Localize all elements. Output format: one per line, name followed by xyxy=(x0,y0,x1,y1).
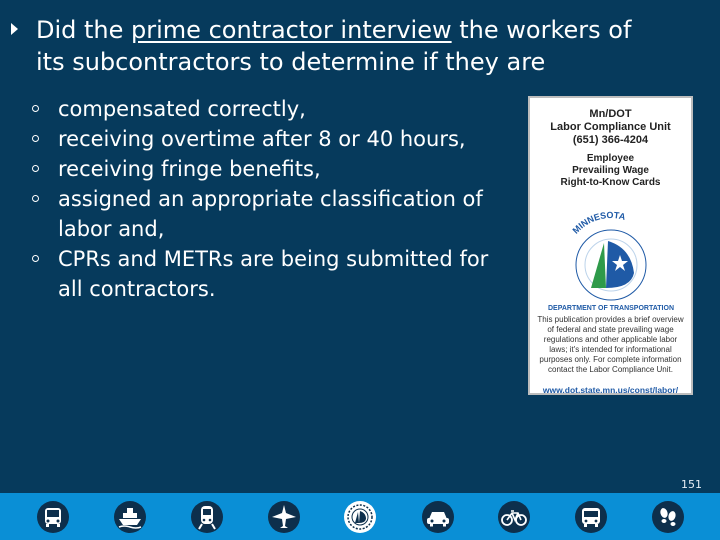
card-header-line2: Labor Compliance Unit xyxy=(550,121,671,133)
main-bullet-text-part2: the workers of xyxy=(451,16,632,44)
main-bullet-text-line2: its subcontractors to determine if they are xyxy=(36,48,546,76)
circle-bullet-icon xyxy=(30,124,58,154)
list-item-text: receiving fringe benefits, xyxy=(58,157,321,181)
card-header xyxy=(530,108,691,147)
page-number: 151 xyxy=(681,478,702,491)
mndot-logo xyxy=(536,193,686,313)
transport-icon-bar xyxy=(0,493,720,540)
mndot-logo-icon xyxy=(343,500,377,534)
card-title-line3: Right-to-Know Cards xyxy=(560,177,661,188)
list-item-text: compensated correctly, xyxy=(58,97,306,121)
main-bullet xyxy=(10,14,700,78)
card-url: www.dot.state.mn.us/const/labor/ xyxy=(542,385,679,395)
card-title xyxy=(530,153,691,189)
list-item xyxy=(30,244,500,304)
list-item-text: assigned an appropriate classification of labor and, xyxy=(58,187,483,241)
card-description: This publication provides a brief overview of federal and state prevailing wage regulations and other applicable labor laws; it's intended for informational purposes only. For complete information contact the Labor Compliance Unit. xyxy=(537,315,684,374)
right-to-know-card-image xyxy=(528,96,693,395)
card-header-line1: Mn/DOT xyxy=(589,108,632,120)
list-item xyxy=(30,154,500,184)
logo-top-text: MINNESOTA xyxy=(569,209,627,236)
circle-bullet-icon xyxy=(30,154,58,184)
main-bullet-text xyxy=(36,14,700,78)
footsteps-icon xyxy=(651,500,685,534)
train-icon xyxy=(190,500,224,534)
prime-contractor-interview-link[interactable]: prime contractor interview xyxy=(131,16,452,44)
circle-bullet-icon xyxy=(30,184,58,244)
list-item xyxy=(30,184,500,244)
triangle-bullet-icon xyxy=(10,14,36,78)
list-item-text: receiving overtime after 8 or 40 hours, xyxy=(58,127,466,151)
list-item xyxy=(30,94,500,124)
card-title-line1: Employee xyxy=(586,153,635,164)
transit-bus-icon xyxy=(574,500,608,534)
bicycle-icon xyxy=(497,500,531,534)
list-item-text: CPRs and METRs are being submitted for all contractors. xyxy=(58,247,489,301)
circle-bullet-icon xyxy=(30,94,58,124)
sub-bullet-list xyxy=(30,94,500,304)
list-item xyxy=(30,124,500,154)
airplane-icon xyxy=(267,500,301,534)
logo-ring-text: DEPARTMENT OF TRANSPORTATION xyxy=(547,305,674,312)
car-icon xyxy=(421,500,455,534)
ship-icon xyxy=(113,500,147,534)
card-title-line2: Prevailing Wage xyxy=(572,165,649,176)
bus-icon xyxy=(36,500,70,534)
circle-bullet-icon xyxy=(30,244,58,304)
main-bullet-text-part1: Did the xyxy=(36,16,132,44)
card-header-line3: (651) 366-4204 xyxy=(572,134,649,146)
